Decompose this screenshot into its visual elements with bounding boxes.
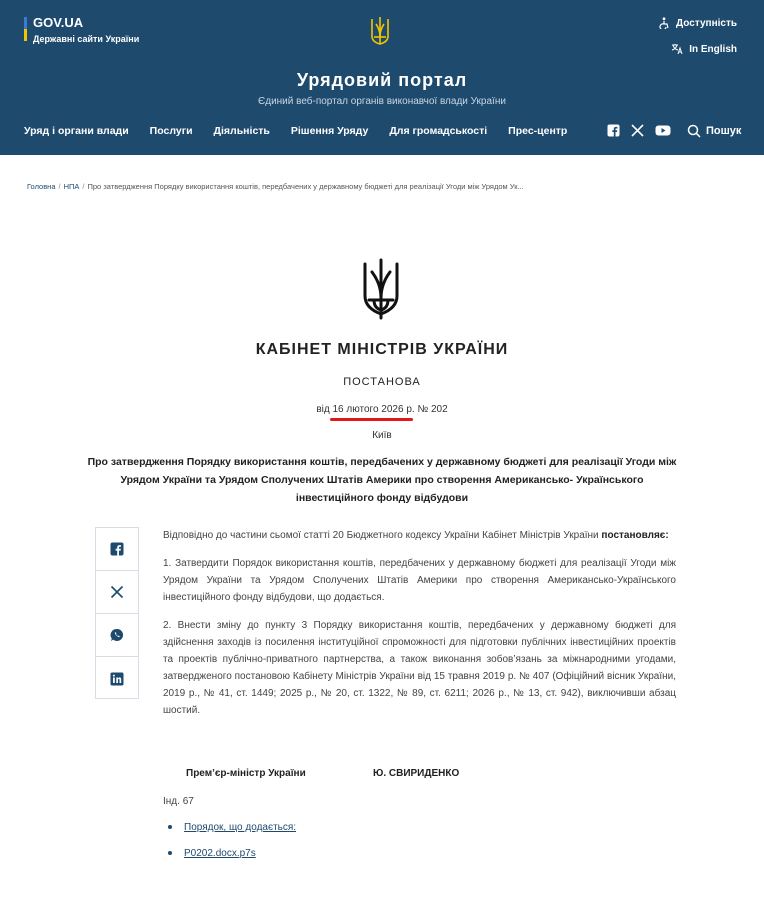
portal-subtitle: Єдиний веб-портал органів виконавчої влади України <box>258 96 506 107</box>
intro-paragraph <box>163 527 676 544</box>
share-bar <box>95 527 139 699</box>
date-underline <box>330 418 413 421</box>
whatsapp-icon <box>110 628 124 642</box>
document-date: 16 лютого 2026 р. <box>332 404 415 415</box>
facebook-icon[interactable] <box>607 124 620 137</box>
bullet-icon <box>168 825 172 829</box>
breadcrumb-home[interactable]: Головна <box>27 182 56 191</box>
share-linkedin-button[interactable] <box>96 657 138 700</box>
attachment-link-procedure[interactable] <box>168 822 296 833</box>
item-1: 1. Затвердити Порядок використання коштів, передбачених у державному бюджеті для реалізації Угоди між Урядом України та Урядом Сполучених Штатів Америки про створення Американсько-Українського інвестиційного фонду відбудови, що додається. <box>163 558 676 603</box>
item-2: 2. Внести зміну до пункту 3 Порядку використання коштів, передбачених у державному бюджеті для здійснення заходів із посилення інституційної спроможності для підготовки публічних інвестиційних проектів та проектів публічно-приватного партнерства, а також виконання зобов’язань за міжнародними угодами, затвердженого постановою Кабінету Міністрів України від 15 травня 2019 р. № 407 (Офіційний вісник України, 2019 р., № 41, ст. 1449; 2025 р., № 20, ст. 1322, № 89, ст. 6211; 2026 р., № 13, ст. 942), виключивши абзац шостий. <box>163 620 676 716</box>
document-organization: КАБІНЕТ МІНІСТРІВ УКРАЇНИ <box>255 341 509 358</box>
search-icon <box>687 124 701 138</box>
attachment-link-signature[interactable] <box>168 848 256 859</box>
bullet-icon <box>168 851 172 855</box>
breadcrumb <box>27 182 524 191</box>
intro-text: Відповідно до частини сьомої статті 20 Бюджетного кодексу України Кабінет Міністрів України <box>163 530 599 541</box>
document-date-line <box>0 404 764 415</box>
govua-logo[interactable] <box>24 16 139 45</box>
document-title: Про затвердження Порядку використання коштів, передбачених у державному бюджеті для реалізації Угоди між Урядом України та Урядом Сполучених Штатів Америки про створення Американсько- Українського інвестиційного фонду відбудови <box>87 456 677 504</box>
signer-name: Ю. СВИРИДЕНКО <box>373 768 460 779</box>
document-city: Київ <box>372 430 392 441</box>
share-x-button[interactable] <box>96 571 138 614</box>
nav-item-public[interactable]: Для громадськості <box>389 125 488 137</box>
intro-bold: постановляє <box>601 530 666 541</box>
breadcrumb-section[interactable]: НПА <box>63 182 80 191</box>
date-prefix: від <box>316 404 330 415</box>
nav-item-activity[interactable]: Діяльність <box>213 125 270 137</box>
site-header <box>0 0 764 155</box>
document-type: ПОСТАНОВА <box>343 376 421 388</box>
nav-item-decisions[interactable]: Рішення Уряду <box>290 125 369 137</box>
attachment-label: Порядок, що додається: <box>184 822 297 833</box>
share-facebook-button[interactable] <box>96 528 138 571</box>
nav-item-government[interactable]: Уряд і органи влади <box>24 125 129 137</box>
youtube-icon[interactable] <box>655 124 671 137</box>
govua-name: GOV.UA <box>33 15 84 30</box>
accessibility-button[interactable] <box>658 16 737 30</box>
x-icon <box>110 585 124 599</box>
portal-title[interactable]: Урядовий портал <box>296 70 468 90</box>
main-nav <box>24 125 567 137</box>
nav-item-press[interactable]: Прес-центр <box>508 125 568 137</box>
document-body <box>163 527 676 730</box>
facebook-icon <box>110 542 124 556</box>
language-label: In English <box>689 43 737 55</box>
govua-flag-bar <box>24 17 27 41</box>
translate-icon <box>671 43 683 55</box>
attachment-label: P0202.docx.p7s <box>184 848 256 859</box>
coat-of-arms-icon <box>361 258 401 320</box>
breadcrumb-current: Про затвердження Порядку використання коштів, передбачених у державному бюджеті для реалізації Угоди між Урядом Ук... <box>87 182 524 191</box>
search-button[interactable] <box>687 124 741 138</box>
breadcrumb-separator: / <box>82 182 85 191</box>
intro-end: : <box>665 530 669 541</box>
share-whatsapp-button[interactable] <box>96 614 138 657</box>
document-number: № 202 <box>417 404 448 415</box>
breadcrumb-separator: / <box>58 182 61 191</box>
document-index: Інд. 67 <box>163 796 194 807</box>
language-switch[interactable] <box>658 42 737 56</box>
signer-title: Прем’єр-міністр України <box>186 768 306 779</box>
govua-subtitle: Державні сайти України <box>33 34 140 44</box>
nav-item-services[interactable]: Послуги <box>149 125 193 137</box>
accessibility-icon <box>658 17 670 29</box>
accessibility-label: Доступність <box>676 17 737 29</box>
trident-icon[interactable] <box>370 16 390 48</box>
x-icon[interactable] <box>631 124 644 137</box>
search-label: Пошук <box>706 125 742 137</box>
social-links <box>607 124 671 137</box>
linkedin-icon <box>110 672 124 686</box>
